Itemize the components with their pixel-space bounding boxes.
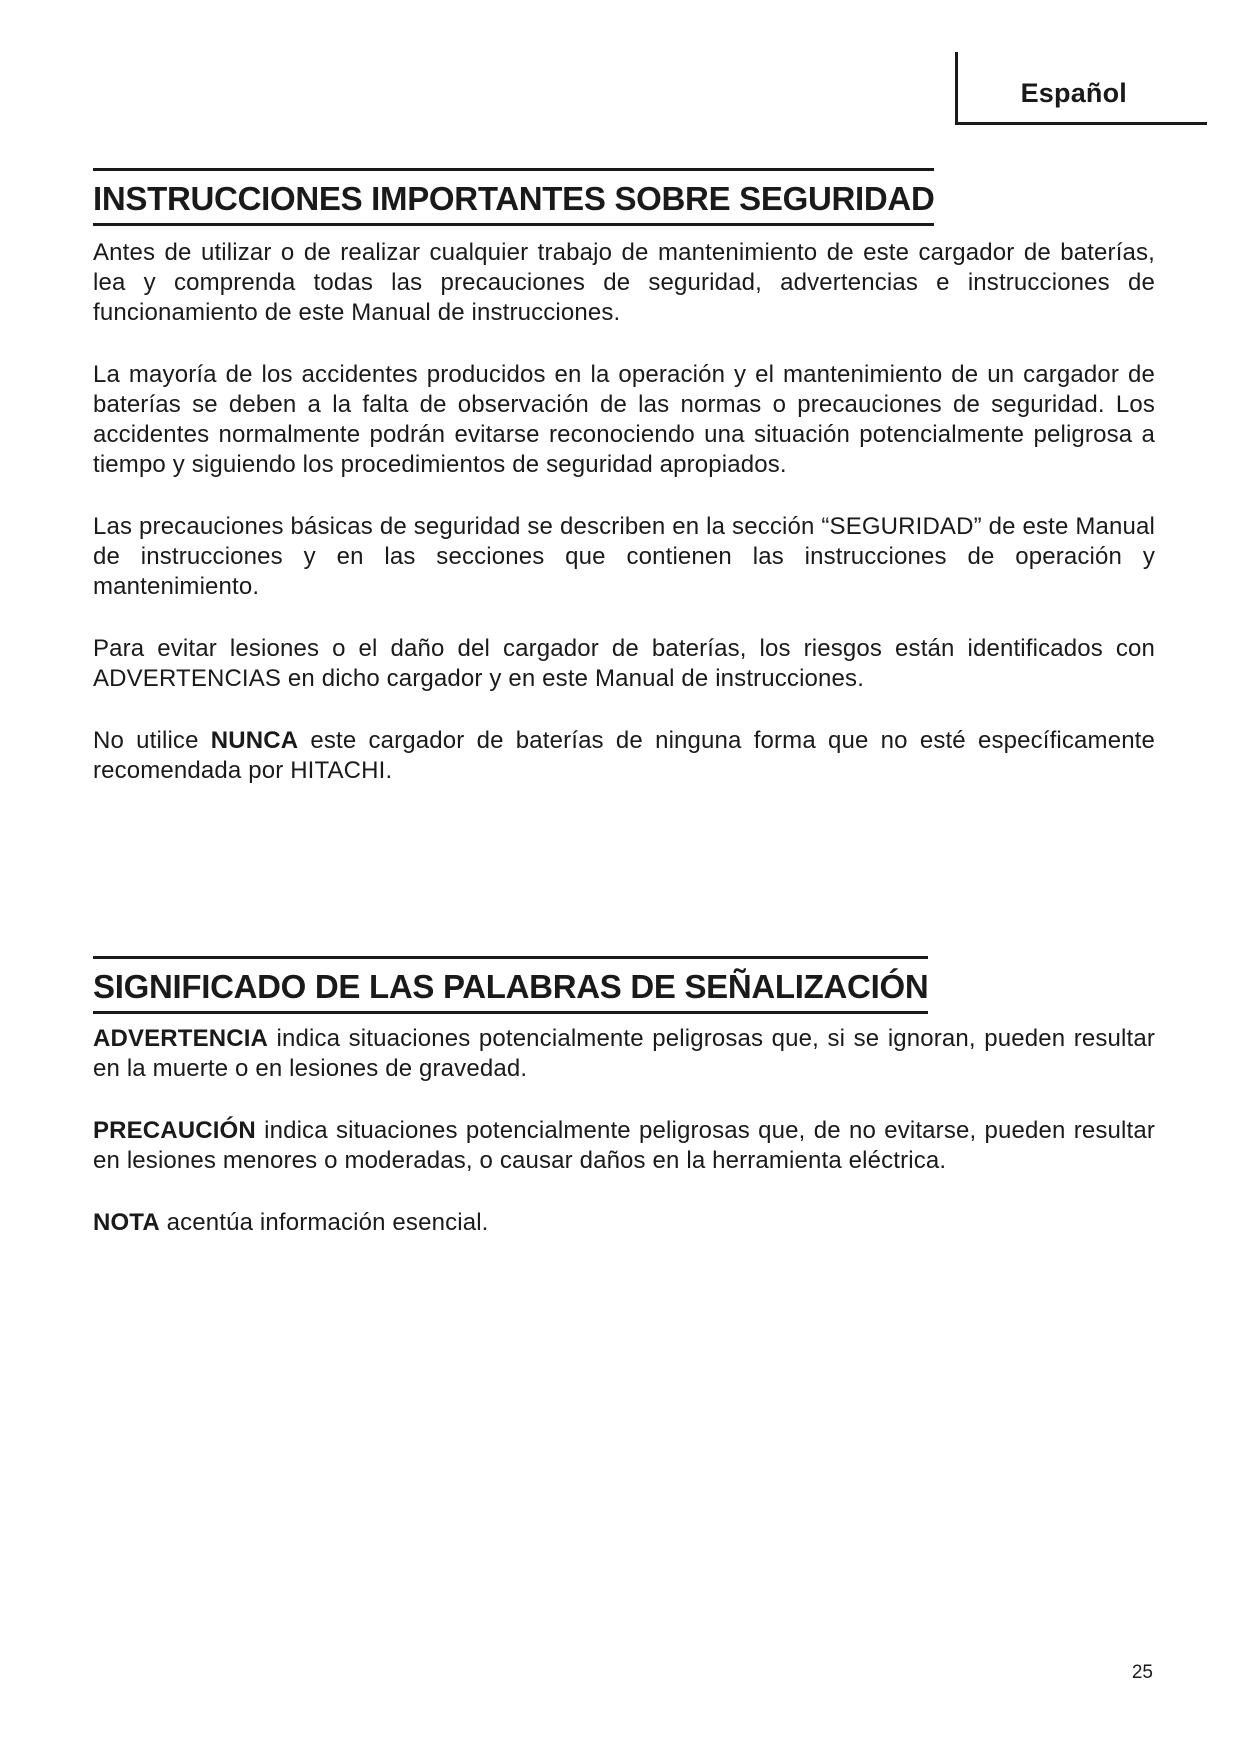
safety-paragraph-4: Para evitar lesiones o el daño del cargador de baterías, los riesgos están identificados con ADVERTENCIAS en dicho cargador y en este Manual de instrucciones.	[93, 635, 1155, 692]
warning-definition	[93, 1024, 1155, 1084]
safety-paragraph-2: La mayoría de los accidentes producidos en la operación y el mantenimiento de un cargador de baterías se deben a la falta de observación de las normas o precauciones de seguridad. Los accidentes normalmente podrán evitarse reconociendo una situación potencialmente peligrosa a tiempo y siguiendo los procedimientos de seguridad apropiados.	[93, 361, 1155, 478]
signal-words-heading: SIGNIFICADO DE LAS PALABRAS DE SEÑALIZACIÓN	[93, 956, 928, 1014]
warning-description: indica situaciones potencialmente peligrosas que, si se ignoran, pueden resultar en la muerte o en lesiones de gravedad.	[93, 1025, 1155, 1082]
safety-paragraph-5-rest: este cargador de baterías de ninguna forma que no esté específicamente recomendada por HITACHI.	[93, 727, 1156, 784]
caution-term: PRECAUCIÓN	[93, 1117, 256, 1144]
safety-paragraph-3: Las precauciones básicas de seguridad se describen en la sección “SEGURIDAD” de este Manual de instrucciones y en las secciones que contienen las instrucciones de operación y mantenimiento.	[93, 513, 1155, 600]
note-definition	[93, 1208, 1155, 1238]
signal-words-section	[93, 956, 1155, 1270]
caution-description: indica situaciones potencialmente peligrosas que, de no evitarse, pueden resultar en lesiones menores o moderadas, o causar daños en la herramienta eléctrica.	[93, 1117, 1155, 1174]
language-label: Español	[1020, 78, 1127, 108]
safety-instructions-section	[93, 168, 1155, 818]
safety-instructions-heading: INSTRUCCIONES IMPORTANTES SOBRE SEGURIDAD	[93, 168, 934, 226]
note-term: NOTA	[93, 1209, 160, 1236]
language-tab	[955, 52, 1207, 125]
safety-paragraph-5	[93, 726, 1155, 786]
never-emphasis: NUNCA	[210, 727, 299, 754]
safety-paragraph-5-lead: No utilice	[93, 727, 211, 754]
safety-paragraph-1: Antes de utilizar o de realizar cualquier trabajo de mantenimiento de este cargador de baterías, lea y comprenda todas las precauciones de seguridad, advertencias e instrucciones de funcionamiento de este Manual de instrucciones.	[93, 239, 1155, 326]
page-number: 25	[1131, 1662, 1153, 1683]
warning-term: ADVERTENCIA	[93, 1025, 268, 1052]
caution-definition	[93, 1116, 1155, 1176]
note-description: acentúa información esencial.	[159, 1209, 489, 1236]
